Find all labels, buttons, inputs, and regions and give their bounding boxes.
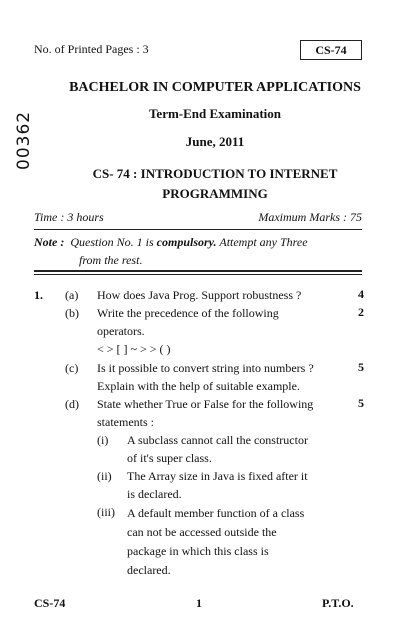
maximum-marks: Maximum Marks : 75 [258,210,362,224]
part-d-line2: statements : [97,415,154,429]
page-number: 1 [196,596,202,610]
part-c-marks: 5 [358,360,364,374]
part-c-line2: Explain with the help of suitable example. [97,379,300,393]
statement-ii-line2: is declared. [127,487,182,501]
note-label: Note : [34,235,65,249]
part-b-operators: < > [ ] ~ > > ( ) [97,342,171,356]
statement-ii-line1: The Array size in Java is fixed after it [127,469,308,483]
part-c-line1: Is it possible to convert string into numbers ? [97,361,314,375]
statement-i-line2: of it's super class. [127,451,212,465]
course-title [40,164,390,204]
statement-i-text [127,432,332,467]
instructions-note [34,233,362,269]
exam-session: June, 2011 [185,134,245,149]
part-b-line2: operators. [97,324,145,338]
note-text-b: Attempt any Three [219,235,308,249]
part-a-marks: 4 [358,287,364,301]
note-text-c: from the rest. [79,253,143,267]
divider-thick [34,270,362,272]
note-text-a: Question No. 1 is [70,235,154,249]
part-label: (a) [65,288,79,302]
part-b-marks: 2 [358,305,364,319]
part-b-line1: Write the precedence of the following [97,306,279,320]
footer-course-code: CS-74 [34,596,66,610]
printed-pages-label: No. of Printed Pages : 3 [34,42,149,56]
divider [34,229,362,230]
statement-i-line1: A subclass cannot call the constructor [127,433,308,447]
course-title-line2: PROGRAMMING [162,186,268,201]
question-number: 1. [34,288,43,302]
divider-thin [34,274,362,275]
note-compulsory: compulsory. [156,235,217,249]
part-label: (b) [65,306,79,320]
part-a-text: How does Java Prog. Support robustness ? [97,288,302,302]
part-d-marks: 5 [358,396,364,410]
time-allowed: Time : 3 hours [34,210,104,224]
statement-iii-line2: can not be accessed outside the [127,525,277,539]
time-marks-row [34,210,362,225]
statement-iii-line1: A default member function of a class [127,506,305,520]
serial-number: 00362 [14,110,34,170]
statement-iii-line3: package in which this class is [127,544,269,558]
statement-label: (iii) [97,505,115,519]
exam-title: Term-End Examination [148,106,282,121]
please-turn-over: P.T.O. [322,596,354,610]
course-code-box: CS-74 [300,40,362,60]
programme-title: BACHELOR IN COMPUTER APPLICATIONS [69,80,361,95]
part-d-line1: State whether True or False for the following [97,397,314,411]
part-b-text [97,305,337,358]
statement-label: (ii) [97,469,112,483]
part-d-text [97,396,342,431]
part-c-text [97,360,342,395]
course-title-line1: CS- 74 : INTRODUCTION TO INTERNET [92,166,338,181]
statement-label: (i) [97,433,109,447]
part-label: (d) [65,397,79,411]
statement-iii-line4: declared. [127,563,171,577]
statement-iii-text [127,504,327,580]
part-label: (c) [65,361,79,375]
statement-ii-text [127,468,332,503]
